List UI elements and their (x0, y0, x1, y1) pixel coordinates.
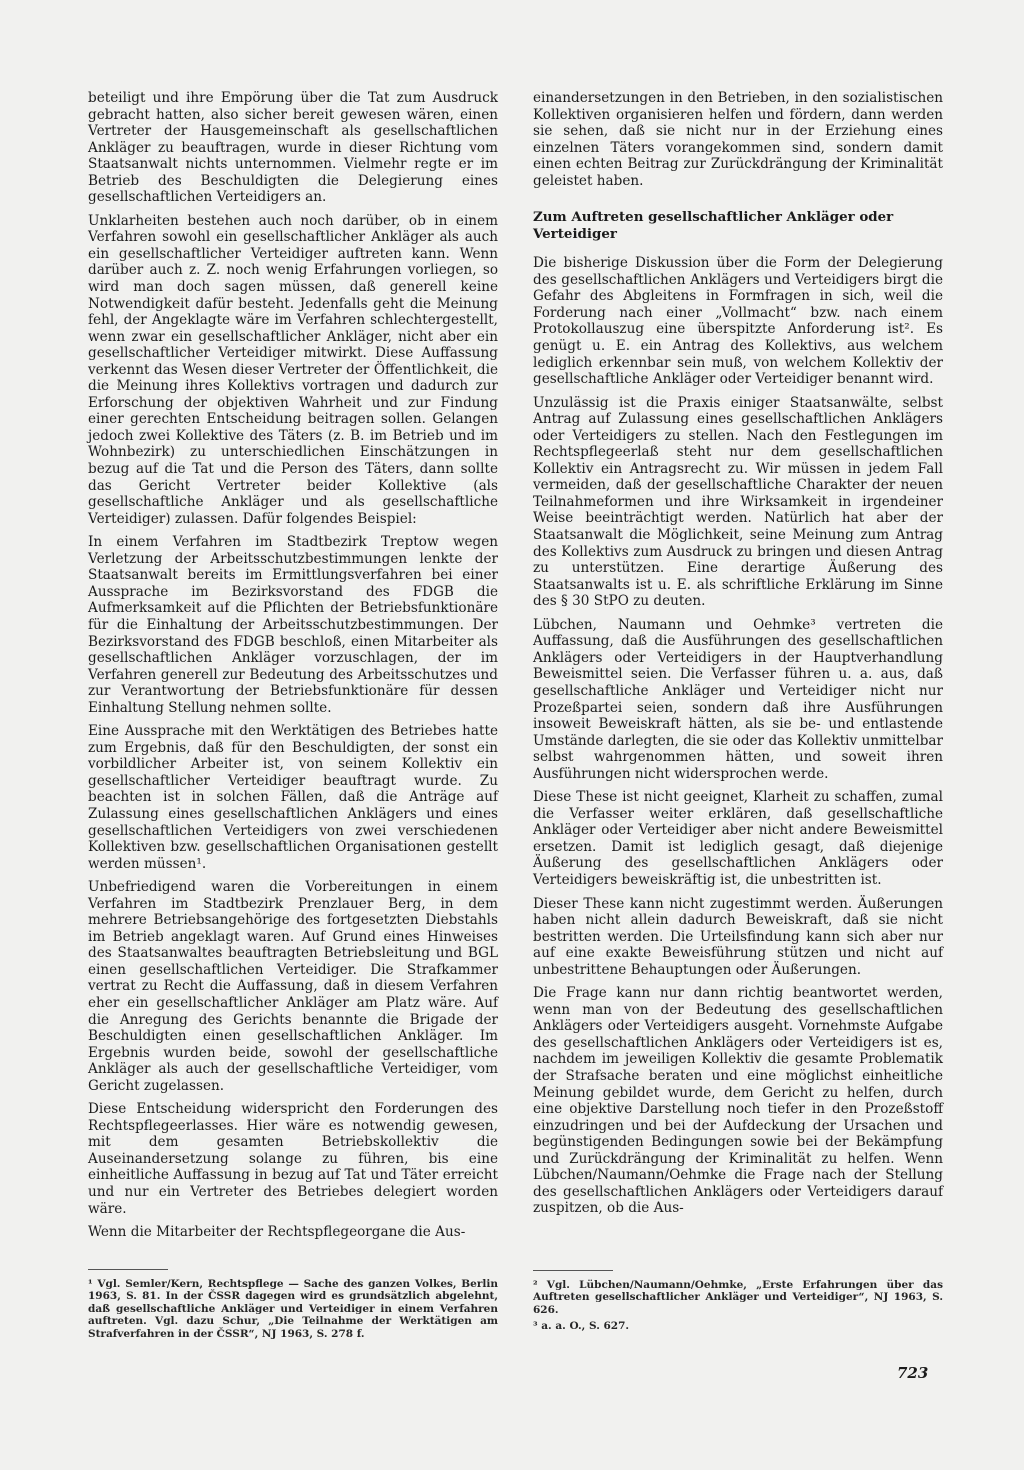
paragraph: Unklarheiten bestehen auch noch darüber, ob in einem Verfahren sowohl ein gesellschaftlicher Ankläger als auch ein gesellschaftlicher Verteidiger auftreten kann. Wenn darüber auch z. Z. noch wenig Erfahrungen vorliegen, so wird man doch sagen müssen, daß generell keine Notwendigkeit dafür besteht. Jedenfalls geht die Meinung fehl, der Angeklagte wäre im Verfahren schlechtergestellt, wenn zwar ein gesellschaftlicher Ankläger, nicht aber ein gesellschaftlicher Verteidiger mitwirkt. Diese Auffassung verkennt das Wesen dieser Vertreter der Öffentlichkeit, die die Meinung ihres Kollektivs vortragen und dadurch zur Erforschung der objektiven Wahrheit und zur Findung einer gerechten Entscheidung beitragen sollen. Gelangen jedoch zwei Kollektive des Täters (z. B. im Betrieb und im Wohnbezirk) zu unterschiedlichen Einschätzungen in bezug auf die Tat und die Person des Täters, dann sollte das Gericht Vertreter beider Kollektive (als gesellschaftliche Ankläger und als gesellschaftliche Verteidiger) zulassen. Dafür folgendes Beispiel: (88, 212, 498, 527)
paragraph: Lübchen, Naumann und Oehmke³ vertreten die Auffassung, daß die Ausführungen des gesellschaftlichen Anklägers oder Verteidigers in der Hauptverhandlung Beweismittel seien. Die Verfasser führen u. a. aus, daß gesellschaftliche Ankläger und Verteidiger nicht nur Prozeßpartei seien, sondern daß ihre Ausführungen insoweit Beweiskraft hätten, als sie be- und entlastende Umstände darlegten, die sie oder das Kollektiv unmittelbar selbst wahrgenommen hätten, und soweit ihren Ausführungen nicht widersprochen werde. (533, 616, 943, 782)
paragraph: Dieser These kann nicht zugestimmt werden. Äußerungen haben nicht allein dadurch Beweiskraft, daß sie nicht bestritten werden. Die Urteilsfindung kann sich aber nur auf eine exakte Beweisführung stützen und nicht auf unbestrittene Behauptungen oder Äußerungen. (533, 895, 943, 978)
footnotes-left (88, 1269, 498, 1344)
footnote: ³ a. a. O., S. 627. (533, 1320, 630, 1333)
page-number: 723 (897, 1364, 929, 1382)
footnotes-right (533, 1270, 943, 1337)
section-heading: Zum Auftreten gesellschaftlicher Ankläger oder Verteidiger (533, 209, 894, 242)
paragraph: Eine Aussprache mit den Werktätigen des Betriebes hatte zum Ergebnis, daß für den Beschuldigten, der sonst ein vorbildlicher Arbeiter ist, von seinem Kollektiv ein gesellschaftlicher Verteidiger beauftragt wurde. Zu beachten ist in solchen Fällen, daß die Anträge auf Zulassung eines gesellschaftlichen Anklägers und eines gesellschaftlichen Verteidigers von zwei verschiedenen Kollektiven bzw. gesellschaftlichen Organisationen gestellt werden müssen¹. (88, 723, 498, 872)
paragraph: Die bisherige Diskussion über die Form der Delegierung des gesellschaftlichen Anklägers und Verteidigers birgt die Gefahr des Abgleitens in Formfragen in sich, weil die Forderung nach einer „Vollmacht“ bzw. nach einem Protokollauszug eine überspitzte Anforderung ist². Es genügt u. E. ein Antrag des Kollektivs, aus welchem lediglich erkennbar sein muß, von welchem Kollektiv der gesellschaftliche Ankläger oder Verteidiger benannt wird. (533, 255, 943, 388)
paragraph: Wenn die Mitarbeiter der Rechtspflegeorgane die Aus- (88, 1224, 466, 1241)
paragraph: Unzulässig ist die Praxis einiger Staatsanwälte, selbst Antrag auf Zulassung eines gesellschaftlichen Anklägers oder Verteidigers zu stellen. Nach den Festlegungen im Rechtspflegeerlaß steht nur dem gesellschaftlichen Kollektiv ein Antragsrecht zu. Wir müssen in jedem Fall vermeiden, daß der gesellschaftliche Charakter der neuen Teilnahmeformen und ihre Wirksamkeit in irgendeiner Weise beeinträchtigt werden. Natürlich hat aber der Staatsanwalt die Möglichkeit, seine Meinung zum Antrag des Kollektivs zum Ausdruck zu bringen und diesen Antrag zu unterstützen. Eine derartige Äußerung des Staatsanwalts ist u. E. als schriftliche Erklärung im Sinne des § 30 StPO zu deuten. (533, 394, 943, 610)
paragraph: beteiligt und ihre Empörung über die Tat zum Ausdruck gebracht hatten, also sicher bereit gewesen wären, einen Vertreter der Hausgemeinschaft als gesellschaftlichen Ankläger zu beauftragen, wurde in dieser Richtung vom Staatsanwalt nichts unternommen. Vielmehr regte er im Betrieb des Beschuldigten die Delegierung eines gesellschaftlichen Verteidigers an. (88, 90, 498, 206)
footnote-rule (88, 1269, 168, 1270)
paragraph: Diese These ist nicht geeignet, Klarheit zu schaffen, zumal die Verfasser weiter erklären, daß gesellschaftliche Ankläger oder Verteidiger aber nicht andere Beweismittel ersetzen. Damit ist lediglich gesagt, daß diejenige Äußerung des gesellschaftlichen Anklägers oder Verteidigers beweiskräftig ist, die unbestritten ist. (533, 789, 943, 888)
footnote-rule (533, 1270, 613, 1271)
paragraph: Unbefriedigend waren die Vorbereitungen in einem Verfahren im Stadtbezirk Prenzlauer Berg, in dem mehrere Betriebsangehörige des fortgesetzten Diebstahls im Betrieb angeklagt waren. Auf Grund eines Hinweises des Staatsanwaltes beauftragten Betriebsleitung und BGL einen gesellschaftlichen Verteidiger. Die Strafkammer vertrat zu Recht die Auffassung, daß in diesem Verfahren eher ein gesellschaftlicher Ankläger am Platz wäre. Auf die Anregung des Gerichts benannte die Brigade der Beschuldigten einen gesellschaftlichen Ankläger. Im Ergebnis wurden beide, sowohl der gesellschaftliche Ankläger als auch der gesellschaftliche Verteidiger, vom Gericht zugelassen. (88, 879, 498, 1094)
paragraph: Diese Entscheidung widerspricht den Forderungen des Rechtspflegeerlasses. Hier wäre es notwendig gewesen, mit dem gesamten Betriebskollektiv die Auseinandersetzung solange zu führen, bis eine einheitliche Auffassung in bezug auf Tat und Täter erreicht und nur ein Vertreter des Betriebes delegiert worden wäre. (88, 1101, 498, 1217)
right-column (533, 90, 943, 1224)
paragraph: einandersetzungen in den Betrieben, in den sozialistischen Kollektiven organisieren helfen und fördern, dann werden sie sehen, daß sie nicht nur in der Erziehung eines einzelnen Täters vorangekommen sind, sondern damit einen echten Beitrag zur Zurückdrängung der Kriminalität geleistet haben. (533, 90, 943, 189)
paragraph: Die Frage kann nur dann richtig beantwortet werden, wenn man von der Bedeutung des gesellschaftlichen Anklägers oder Verteidigers ausgeht. Vornehmste Aufgabe des gesellschaftlichen Anklägers oder Verteidigers ist es, nachdem im jeweiligen Kollektiv die gesamte Problematik der Strafsache beraten und eine möglichst einheitliche Meinung gebildet wurde, dem Gericht zu helfen, durch eine objektive Darstellung noch tiefer in den Prozeßstoff einzudringen und bei der Aufdeckung der Ursachen und begünstigenden Bedingungen sowie bei der Bekämpfung und Zurückdrängung der Kriminalität zu helfen. Wenn Lübchen/Naumann/Oehmke die Frage nach der Stellung des gesellschaftlichen Anklägers oder Verteidigers darauf zuspitzen, ob die Aus- (533, 985, 943, 1217)
left-column (88, 90, 498, 1248)
footnote: ² Vgl. Lübchen/Naumann/Oehmke, „Erste Erfahrungen über das Auftreten gesellschaftlicher Ankläger und Verteidiger“, NJ 1963, S. 626. (533, 1279, 943, 1316)
paragraph: In einem Verfahren im Stadtbezirk Treptow wegen Verletzung der Arbeitsschutzbestimmungen lenkte der Staatsanwalt bereits im Ermittlungsverfahren bei einer Aussprache im Bezirksvorstand des FDGB die Aufmerksamkeit auf die Pflichten der Betriebsfunktionäre für die Einhaltung der Arbeitsschutzbestimmungen. Der Bezirksvorstand des FDGB beschloß, einen Mitarbeiter als gesellschaftlichen Ankläger vorzuschlagen, der im Verfahren generell zur Bedeutung des Arbeitsschutzes und zur Verantwortung der Betriebsfunktionäre für dessen Einhaltung Stellung nehmen sollte. (88, 534, 498, 716)
footnote: ¹ Vgl. Semler/Kern, Rechtspflege — Sache des ganzen Volkes, Berlin 1963, S. 81. In der ČSSR dagegen wird es grundsätzlich abgelehnt, daß gesellschaftliche Ankläger und Verteidiger in einem Verfahren auftreten. Vgl. dazu Schur, „Die Teilnahme der Werktätigen am Strafverfahren in der ČSSR“, NJ 1963, S. 278 f. (88, 1278, 498, 1340)
